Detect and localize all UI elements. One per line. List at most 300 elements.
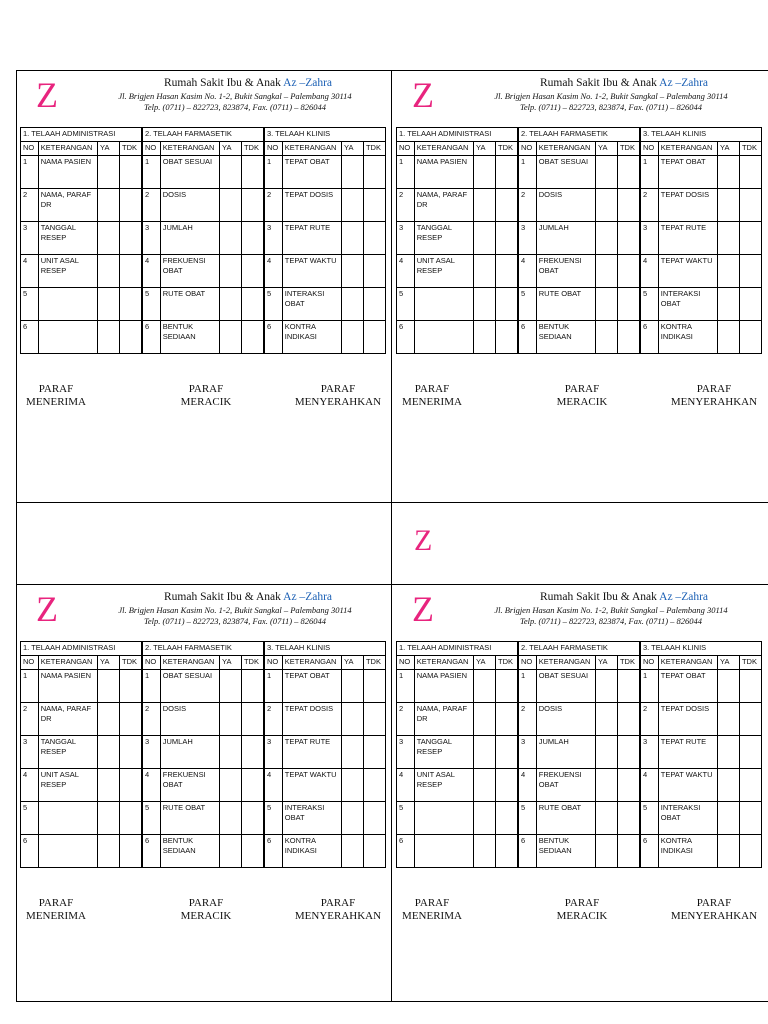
item-no: 3 — [518, 736, 536, 769]
tdk-checkbox[interactable] — [617, 835, 639, 868]
item-label: OBAT SESUAI — [160, 670, 219, 703]
paraf-label: PARAF — [320, 897, 356, 909]
tdk-checkbox[interactable] — [119, 736, 141, 769]
item-label: KONTRA INDIKASI — [282, 321, 341, 354]
tdk-checkbox[interactable] — [495, 321, 517, 354]
paraf-label: PARAF — [696, 383, 732, 395]
item-label: NAMA PASIEN — [38, 156, 97, 189]
ya-checkbox[interactable] — [718, 189, 740, 222]
ya-checkbox[interactable] — [220, 189, 242, 222]
table-row — [397, 189, 762, 222]
item-no: 5 — [640, 288, 658, 321]
address-line: Jl. Brigjen Hasan Kasim No. 1-2, Bukit Sangkal – Palembang 30114 — [494, 91, 728, 101]
ya-checkbox[interactable] — [596, 255, 618, 288]
tdk-checkbox[interactable] — [119, 802, 141, 835]
tdk-checkbox[interactable] — [739, 321, 761, 354]
item-no: 1 — [518, 670, 536, 703]
ya-checkbox[interactable] — [718, 835, 740, 868]
item-label: JUMLAH — [160, 222, 219, 255]
item-label — [38, 835, 97, 868]
ya-checkbox[interactable] — [342, 769, 364, 802]
col-no: NO — [397, 142, 415, 156]
tdk-checkbox[interactable] — [617, 670, 639, 703]
tdk-checkbox[interactable] — [119, 703, 141, 736]
item-label: TEPAT OBAT — [658, 670, 717, 703]
hospital-address — [78, 605, 392, 627]
tdk-checkbox[interactable] — [617, 288, 639, 321]
tdk-checkbox[interactable] — [617, 703, 639, 736]
table-row — [21, 189, 386, 222]
tdk-checkbox[interactable] — [119, 769, 141, 802]
section-pharma: 2. TELAAH FARMASETIK — [518, 128, 640, 142]
col-ya: YA — [596, 142, 618, 156]
table-row — [21, 288, 386, 321]
tdk-checkbox[interactable] — [495, 802, 517, 835]
ya-checkbox[interactable] — [474, 288, 496, 321]
ya-checkbox[interactable] — [474, 222, 496, 255]
item-label: TEPAT DOSIS — [282, 189, 341, 222]
item-no: 3 — [397, 222, 415, 255]
item-label: DOSIS — [160, 189, 219, 222]
col-tdk: TDK — [617, 142, 639, 156]
paraf-label: PARAF — [188, 383, 224, 395]
ya-checkbox[interactable] — [98, 703, 120, 736]
table-row — [397, 156, 762, 189]
item-label: TEPAT RUTE — [282, 736, 341, 769]
tdk-checkbox[interactable] — [119, 835, 141, 868]
ya-checkbox[interactable] — [474, 189, 496, 222]
item-label: TEPAT DOSIS — [658, 189, 717, 222]
col-tdk: TDK — [495, 142, 517, 156]
item-label: RUTE OBAT — [536, 288, 595, 321]
tdk-checkbox[interactable] — [363, 802, 385, 835]
ya-checkbox[interactable] — [342, 288, 364, 321]
item-label: NAMA, PARAF DR — [414, 703, 473, 736]
ya-checkbox[interactable] — [718, 255, 740, 288]
item-no: 3 — [21, 736, 39, 769]
ya-checkbox[interactable] — [220, 835, 242, 868]
ya-checkbox[interactable] — [220, 156, 242, 189]
tdk-checkbox[interactable] — [739, 703, 761, 736]
tdk-checkbox[interactable] — [363, 835, 385, 868]
col-ket: KETERANGAN — [536, 142, 595, 156]
hospital-name — [106, 591, 390, 604]
ya-checkbox[interactable] — [718, 703, 740, 736]
item-no: 2 — [21, 189, 39, 222]
item-label: UNIT ASAL RESEP — [38, 255, 97, 288]
item-no: 6 — [518, 835, 536, 868]
item-no: 2 — [264, 703, 282, 736]
col-ya: YA — [220, 142, 242, 156]
item-label: BENTUK SEDIAAN — [160, 321, 219, 354]
item-no: 6 — [518, 321, 536, 354]
ya-checkbox[interactable] — [718, 288, 740, 321]
table-row — [21, 802, 386, 835]
item-no: 6 — [264, 835, 282, 868]
tdk-checkbox[interactable] — [495, 156, 517, 189]
ya-checkbox[interactable] — [596, 769, 618, 802]
review-table — [396, 641, 762, 868]
ya-checkbox[interactable] — [220, 670, 242, 703]
tdk-checkbox[interactable] — [495, 222, 517, 255]
col-ya: YA — [474, 656, 496, 670]
col-ya: YA — [342, 656, 364, 670]
tdk-checkbox[interactable] — [495, 255, 517, 288]
tdk-checkbox[interactable] — [617, 769, 639, 802]
tdk-checkbox[interactable] — [363, 703, 385, 736]
tdk-checkbox[interactable] — [119, 288, 141, 321]
ya-checkbox[interactable] — [718, 670, 740, 703]
tdk-checkbox[interactable] — [495, 189, 517, 222]
table-row — [397, 222, 762, 255]
tdk-checkbox[interactable] — [495, 670, 517, 703]
ya-checkbox[interactable] — [220, 288, 242, 321]
item-no: 4 — [397, 769, 415, 802]
ya-checkbox[interactable] — [98, 255, 120, 288]
col-ya: YA — [342, 142, 364, 156]
ya-checkbox[interactable] — [98, 670, 120, 703]
item-no: 4 — [21, 255, 39, 288]
ya-checkbox[interactable] — [98, 156, 120, 189]
paraf-label: PARAF — [414, 383, 450, 395]
item-label: RUTE OBAT — [160, 288, 219, 321]
item-label: KONTRA INDIKASI — [282, 835, 341, 868]
paraf-label: PARAF — [38, 897, 74, 909]
item-no: 5 — [21, 288, 39, 321]
tdk-checkbox[interactable] — [363, 769, 385, 802]
item-no: 4 — [21, 769, 39, 802]
item-label: TEPAT RUTE — [282, 222, 341, 255]
tdk-checkbox[interactable] — [617, 156, 639, 189]
col-no: NO — [640, 656, 658, 670]
ya-checkbox[interactable] — [220, 321, 242, 354]
item-no: 1 — [142, 670, 160, 703]
col-ket: KETERANGAN — [282, 656, 341, 670]
tdk-checkbox[interactable] — [739, 769, 761, 802]
col-tdk: TDK — [119, 142, 141, 156]
item-label: TEPAT RUTE — [658, 222, 717, 255]
paraf-menerima — [392, 897, 472, 923]
item-label: TANGGAL RESEP — [38, 222, 97, 255]
item-label: TEPAT WAKTU — [658, 769, 717, 802]
tdk-checkbox[interactable] — [363, 288, 385, 321]
tdk-checkbox[interactable] — [241, 802, 263, 835]
ya-checkbox[interactable] — [220, 222, 242, 255]
item-no: 5 — [142, 802, 160, 835]
item-label: NAMA, PARAF DR — [414, 189, 473, 222]
tdk-checkbox[interactable] — [119, 222, 141, 255]
col-no: NO — [21, 656, 39, 670]
item-no: 5 — [397, 288, 415, 321]
table-row — [397, 321, 762, 354]
ya-checkbox[interactable] — [474, 802, 496, 835]
ya-checkbox[interactable] — [220, 255, 242, 288]
col-ya: YA — [474, 142, 496, 156]
ya-checkbox[interactable] — [342, 835, 364, 868]
col-tdk: TDK — [363, 142, 385, 156]
item-label: BENTUK SEDIAAN — [160, 835, 219, 868]
tdk-checkbox[interactable] — [241, 321, 263, 354]
phone-line: Telp. (0711) – 822723, 823874, Fax. (0711) – 826044 — [519, 616, 703, 626]
section-admin: 1. TELAAH ADMINISTRASI — [397, 128, 518, 142]
table-row — [21, 670, 386, 703]
ya-checkbox[interactable] — [718, 802, 740, 835]
tdk-checkbox[interactable] — [363, 321, 385, 354]
item-no: 5 — [397, 802, 415, 835]
ya-checkbox[interactable] — [342, 321, 364, 354]
tdk-checkbox[interactable] — [739, 288, 761, 321]
item-no: 2 — [518, 189, 536, 222]
tdk-checkbox[interactable] — [241, 288, 263, 321]
address-line: Jl. Brigjen Hasan Kasim No. 1-2, Bukit Sangkal – Palembang 30114 — [118, 91, 352, 101]
item-label: TEPAT WAKTU — [282, 255, 341, 288]
item-label: INTERAKSI OBAT — [658, 288, 717, 321]
tdk-checkbox[interactable] — [363, 736, 385, 769]
tdk-checkbox[interactable] — [241, 703, 263, 736]
col-no: NO — [142, 656, 160, 670]
tdk-checkbox[interactable] — [241, 769, 263, 802]
ya-checkbox[interactable] — [98, 321, 120, 354]
ya-checkbox[interactable] — [474, 703, 496, 736]
item-label: INTERAKSI OBAT — [282, 802, 341, 835]
ya-checkbox[interactable] — [474, 835, 496, 868]
ya-checkbox[interactable] — [474, 769, 496, 802]
ya-checkbox[interactable] — [596, 670, 618, 703]
ya-checkbox[interactable] — [98, 189, 120, 222]
tdk-checkbox[interactable] — [739, 670, 761, 703]
ya-checkbox[interactable] — [474, 736, 496, 769]
hospital-name-prefix: Rumah Sakit Ibu & Anak — [539, 591, 657, 603]
col-no: NO — [518, 142, 536, 156]
ya-checkbox[interactable] — [342, 255, 364, 288]
ya-checkbox[interactable] — [474, 321, 496, 354]
ya-checkbox[interactable] — [220, 736, 242, 769]
col-ket: KETERANGAN — [658, 656, 717, 670]
tdk-checkbox[interactable] — [363, 189, 385, 222]
header-row — [21, 142, 386, 156]
tdk-checkbox[interactable] — [119, 156, 141, 189]
tdk-checkbox[interactable] — [617, 222, 639, 255]
tdk-checkbox[interactable] — [241, 670, 263, 703]
tdk-checkbox[interactable] — [739, 189, 761, 222]
ya-checkbox[interactable] — [474, 670, 496, 703]
item-label — [414, 321, 473, 354]
tdk-checkbox[interactable] — [241, 189, 263, 222]
paraf-role: MERACIK — [556, 910, 608, 922]
tdk-checkbox[interactable] — [495, 703, 517, 736]
item-no: 1 — [21, 670, 39, 703]
section-row — [21, 128, 386, 142]
tdk-checkbox[interactable] — [363, 156, 385, 189]
col-tdk: TDK — [363, 656, 385, 670]
item-no: 6 — [21, 835, 39, 868]
paraf-role: MERACIK — [180, 396, 232, 408]
tdk-checkbox[interactable] — [739, 802, 761, 835]
ya-checkbox[interactable] — [220, 802, 242, 835]
item-label: TEPAT WAKTU — [658, 255, 717, 288]
ya-checkbox[interactable] — [342, 156, 364, 189]
ya-checkbox[interactable] — [718, 222, 740, 255]
tdk-checkbox[interactable] — [495, 736, 517, 769]
ya-checkbox[interactable] — [342, 222, 364, 255]
ya-checkbox[interactable] — [596, 156, 618, 189]
ya-checkbox[interactable] — [474, 255, 496, 288]
table-row — [21, 255, 386, 288]
item-no: 3 — [640, 222, 658, 255]
item-label: INTERAKSI OBAT — [658, 802, 717, 835]
col-tdk: TDK — [119, 656, 141, 670]
item-no: 2 — [640, 189, 658, 222]
item-no: 1 — [640, 156, 658, 189]
item-label — [38, 288, 97, 321]
item-no: 1 — [264, 670, 282, 703]
tdk-checkbox[interactable] — [617, 189, 639, 222]
tdk-checkbox[interactable] — [241, 736, 263, 769]
tdk-checkbox[interactable] — [363, 222, 385, 255]
item-no: 2 — [397, 189, 415, 222]
col-ket: KETERANGAN — [414, 656, 473, 670]
item-no: 4 — [264, 255, 282, 288]
ya-checkbox[interactable] — [342, 736, 364, 769]
tdk-checkbox[interactable] — [363, 255, 385, 288]
section-row — [397, 128, 762, 142]
tdk-checkbox[interactable] — [119, 255, 141, 288]
col-ya: YA — [98, 142, 120, 156]
tdk-checkbox[interactable] — [495, 769, 517, 802]
ya-checkbox[interactable] — [718, 156, 740, 189]
tdk-checkbox[interactable] — [739, 156, 761, 189]
hospital-brand-b: Zahra — [305, 591, 333, 603]
ya-checkbox[interactable] — [596, 802, 618, 835]
prescription-card — [392, 585, 766, 1013]
tdk-checkbox[interactable] — [739, 255, 761, 288]
item-label: TEPAT DOSIS — [658, 703, 717, 736]
paraf-menyerahkan — [662, 897, 766, 923]
tdk-checkbox[interactable] — [241, 255, 263, 288]
tdk-checkbox[interactable] — [739, 736, 761, 769]
paraf-role: MERACIK — [180, 910, 232, 922]
item-no: 1 — [21, 156, 39, 189]
item-no: 5 — [264, 802, 282, 835]
col-no: NO — [518, 656, 536, 670]
ya-checkbox[interactable] — [98, 835, 120, 868]
tdk-checkbox[interactable] — [739, 222, 761, 255]
ya-checkbox[interactable] — [342, 802, 364, 835]
item-label: JUMLAH — [536, 222, 595, 255]
table-row — [397, 769, 762, 802]
ya-checkbox[interactable] — [596, 835, 618, 868]
col-no: NO — [21, 142, 39, 156]
table-row — [397, 255, 762, 288]
phone-line: Telp. (0711) – 822723, 823874, Fax. (0711) – 826044 — [143, 102, 327, 112]
tdk-checkbox[interactable] — [495, 835, 517, 868]
tdk-checkbox[interactable] — [241, 222, 263, 255]
hospital-name-prefix: Rumah Sakit Ibu & Anak — [163, 77, 281, 89]
section-pharma: 2. TELAAH FARMASETIK — [518, 642, 640, 656]
ya-checkbox[interactable] — [596, 189, 618, 222]
item-label: RUTE OBAT — [160, 802, 219, 835]
address-line: Jl. Brigjen Hasan Kasim No. 1-2, Bukit Sangkal – Palembang 30114 — [494, 605, 728, 615]
tdk-checkbox[interactable] — [119, 670, 141, 703]
item-no: 5 — [142, 288, 160, 321]
ya-checkbox[interactable] — [98, 802, 120, 835]
ya-checkbox[interactable] — [718, 321, 740, 354]
tdk-checkbox[interactable] — [119, 189, 141, 222]
paraf-meracik — [542, 897, 622, 923]
ya-checkbox[interactable] — [98, 769, 120, 802]
ya-checkbox[interactable] — [98, 288, 120, 321]
tdk-checkbox[interactable] — [495, 288, 517, 321]
col-tdk: TDK — [739, 142, 761, 156]
ya-checkbox[interactable] — [342, 703, 364, 736]
ya-checkbox[interactable] — [98, 222, 120, 255]
paraf-label: PARAF — [188, 897, 224, 909]
item-no: 5 — [518, 802, 536, 835]
item-label: TEPAT OBAT — [658, 156, 717, 189]
ya-checkbox[interactable] — [718, 769, 740, 802]
paraf-role: MENYERAHKAN — [294, 910, 382, 922]
item-label: INTERAKSI OBAT — [282, 288, 341, 321]
ya-checkbox[interactable] — [596, 703, 618, 736]
ya-checkbox[interactable] — [220, 769, 242, 802]
ya-checkbox[interactable] — [342, 670, 364, 703]
item-no: 3 — [142, 736, 160, 769]
tdk-checkbox[interactable] — [617, 802, 639, 835]
ya-checkbox[interactable] — [98, 736, 120, 769]
ya-checkbox[interactable] — [718, 736, 740, 769]
section-admin: 1. TELAAH ADMINISTRASI — [21, 128, 142, 142]
tdk-checkbox[interactable] — [241, 835, 263, 868]
item-label: BENTUK SEDIAAN — [536, 321, 595, 354]
item-label: FREKUENSI OBAT — [536, 769, 595, 802]
col-tdk: TDK — [495, 656, 517, 670]
item-label: TANGGAL RESEP — [38, 736, 97, 769]
item-no: 4 — [518, 769, 536, 802]
ya-checkbox[interactable] — [474, 156, 496, 189]
tdk-checkbox[interactable] — [739, 835, 761, 868]
ya-checkbox[interactable] — [220, 703, 242, 736]
header-row — [397, 142, 762, 156]
paraf-role: MENERIMA — [402, 910, 462, 922]
ya-checkbox[interactable] — [596, 222, 618, 255]
hospital-brand-a: Az – — [659, 591, 682, 603]
ya-checkbox[interactable] — [596, 321, 618, 354]
tdk-checkbox[interactable] — [241, 156, 263, 189]
item-label — [38, 321, 97, 354]
col-ya: YA — [596, 656, 618, 670]
paraf-meracik — [166, 383, 246, 409]
item-label — [38, 802, 97, 835]
item-no: 3 — [21, 222, 39, 255]
col-tdk: TDK — [739, 656, 761, 670]
tdk-checkbox[interactable] — [119, 321, 141, 354]
section-clinical: 3. TELAAH KLINIS — [640, 128, 762, 142]
tdk-checkbox[interactable] — [617, 255, 639, 288]
ya-checkbox[interactable] — [342, 189, 364, 222]
ya-checkbox[interactable] — [596, 736, 618, 769]
ya-checkbox[interactable] — [596, 288, 618, 321]
tdk-checkbox[interactable] — [617, 321, 639, 354]
table-row — [21, 769, 386, 802]
paraf-meracik — [166, 897, 246, 923]
tdk-checkbox[interactable] — [617, 736, 639, 769]
table-row — [21, 156, 386, 189]
paraf-role: MENERIMA — [402, 396, 462, 408]
item-no: 2 — [397, 703, 415, 736]
paraf-menyerahkan — [662, 383, 766, 409]
tdk-checkbox[interactable] — [363, 670, 385, 703]
item-no: 4 — [264, 769, 282, 802]
